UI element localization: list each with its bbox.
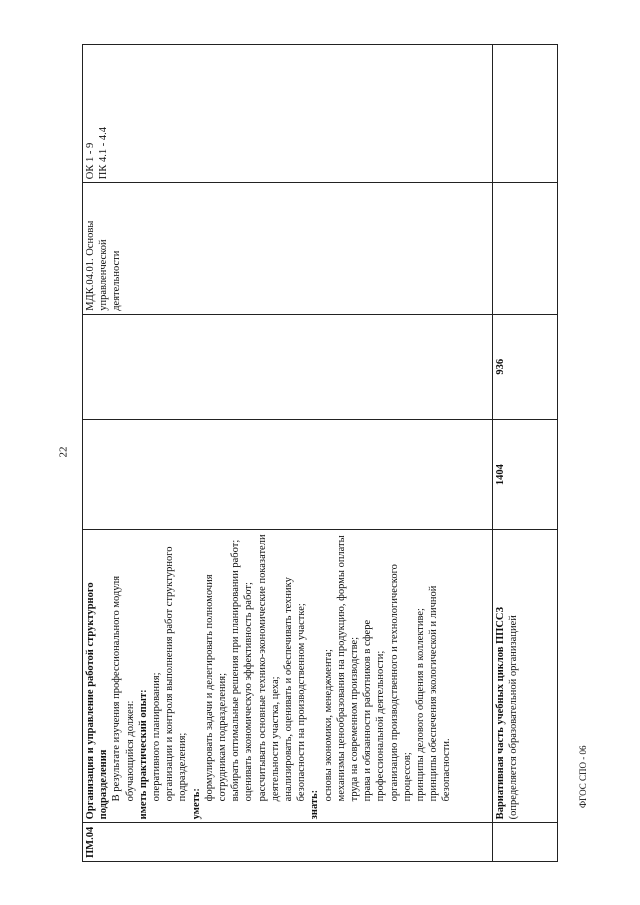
knowledge-heading: знать: [309, 789, 321, 820]
skill-item: рассчитывать основные технико-экономические показатели деятельности участка, цеха; [256, 534, 281, 802]
footer-label: ФГОС СПО - 06 [578, 745, 588, 808]
hours-total-cell: 1404 [493, 419, 558, 530]
knowledge-item: основы экономики, менеджмента; [322, 649, 334, 802]
skill-item: выбирать оптимальные решения при планировании работ; [230, 539, 242, 802]
experience-item: организации и контроля выполнения работ структурного подразделения; [164, 546, 189, 802]
skill-item: анализировать, оценивать и обеспечивать технику безопасности на производственном участке; [283, 577, 308, 802]
table-row [493, 45, 558, 862]
module-intro: В результате изучения профессионального модуля обучающийся должен: [111, 575, 136, 802]
mdk-cell [493, 183, 558, 315]
knowledge-item: права и обязанности работников в сфере профессиональной деятельности; [362, 619, 387, 802]
experience-heading: иметь практический опыт: [137, 689, 149, 820]
table-row [83, 45, 493, 862]
skill-item: формулировать задачи и делегировать полномочия сотрудникам подразделения; [203, 574, 229, 802]
variative-note: (определяется образовательной организацией [508, 615, 520, 820]
knowledge-item: организацию производственного и технологического процессов; [388, 564, 413, 802]
competency-item: ОК 1 - 9 [85, 142, 96, 180]
page-number: 22 [57, 446, 70, 458]
competencies-cell [83, 45, 493, 183]
module-content-cell [83, 530, 493, 823]
hours-classroom-cell [83, 314, 493, 419]
module-code-cell: ПМ.04 [83, 823, 493, 862]
variative-title: Вариативная часть учебных циклов ППССЗ [495, 606, 506, 820]
hours-total-cell [83, 419, 493, 530]
knowledge-item: механизмы ценообразования на продукцию, формы оплаты труда на современном производстве; [335, 535, 361, 802]
competencies-cell [493, 45, 558, 183]
skills-heading: уметь: [190, 788, 202, 820]
knowledge-item: принципы делового общения в коллективе; [415, 608, 427, 802]
curriculum-table-rotated [82, 44, 558, 862]
module-code-cell [493, 823, 558, 862]
variative-part-cell [493, 530, 558, 823]
experience-item: оперативного планирования; [151, 672, 163, 802]
curriculum-table [82, 44, 558, 862]
competency-item: ПК 4.1 - 4.4 [98, 127, 110, 180]
mdk-cell: МДК.04.01. Основы управленческой деятельности [83, 183, 493, 315]
skill-item: оценивать экономическую эффективность работ; [243, 582, 255, 802]
hours-classroom-cell: 936 [493, 314, 558, 419]
module-title: Организация и управление работой структурного подразделения [85, 582, 110, 820]
knowledge-item: принципы обеспечения экологической и личной безопасности. [428, 585, 453, 802]
